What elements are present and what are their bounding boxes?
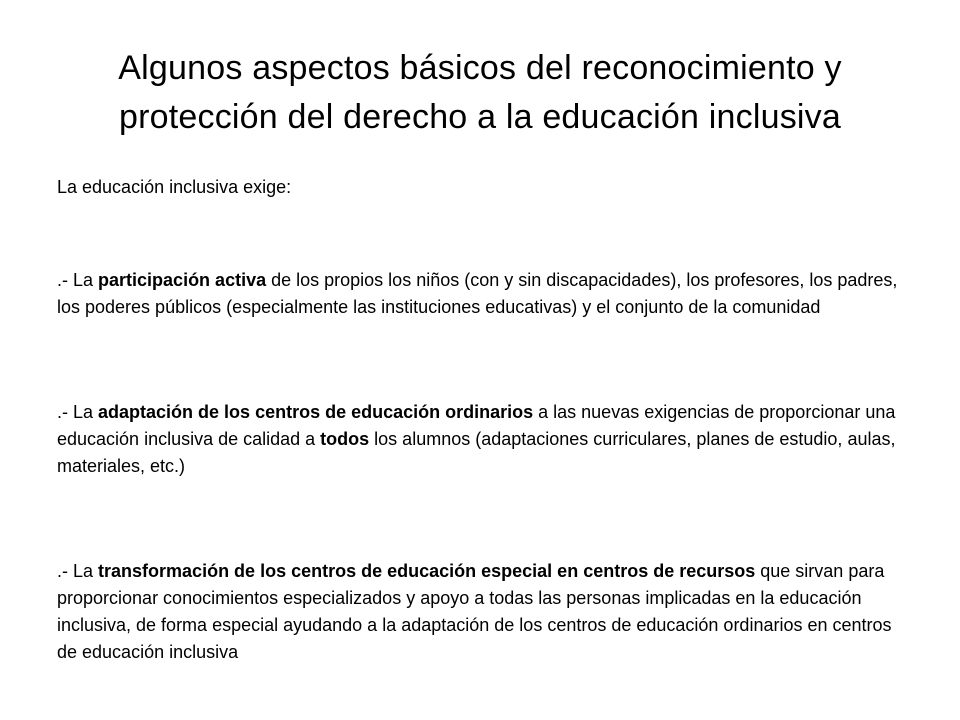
point-bold-2: todos	[320, 429, 370, 449]
point-rest: de los propios los niños (con y sin discapacidades), los profesores, los padres, los poderes públicos (especialmente las instituciones educativas) y el conjunto de la comunidad	[57, 270, 898, 317]
point-mid: a las nuevas exigencias de proporcionar una educación inclusiva de calidad a	[57, 402, 896, 449]
point-adaptation	[57, 399, 907, 480]
point-participation	[57, 267, 907, 321]
point-transformation	[57, 558, 907, 666]
point-prefix: .- La	[57, 270, 99, 290]
point-bold: participación activa	[98, 270, 267, 290]
point-rest: que sirvan para proporcionar conocimientos especializados y apoyo a todas las personas implicadas en la educación inclusiva, de forma especial ayudando a la adaptación de los centros de educación ordinarios en centros de educación inclusiva	[57, 561, 892, 662]
point-bold: adaptación de los centros de educación ordinarios	[98, 402, 534, 422]
title-line-2: protección del derecho a la educación inclusiva	[119, 98, 841, 136]
intro-label: La educación inclusiva exige:	[57, 177, 292, 197]
slide-title	[60, 44, 900, 142]
point-bold: transformación de los centros de educación especial en centros de recursos	[98, 561, 756, 581]
point-prefix: .- La	[57, 561, 99, 581]
title-line-1: Algunos aspectos básicos del reconocimiento y	[118, 49, 842, 87]
slide-body	[57, 174, 907, 666]
intro-text	[57, 174, 907, 201]
point-prefix: .- La	[57, 402, 99, 422]
point-rest: los alumnos (adaptaciones curriculares, planes de estudio, aulas, materiales, etc.)	[57, 429, 896, 476]
